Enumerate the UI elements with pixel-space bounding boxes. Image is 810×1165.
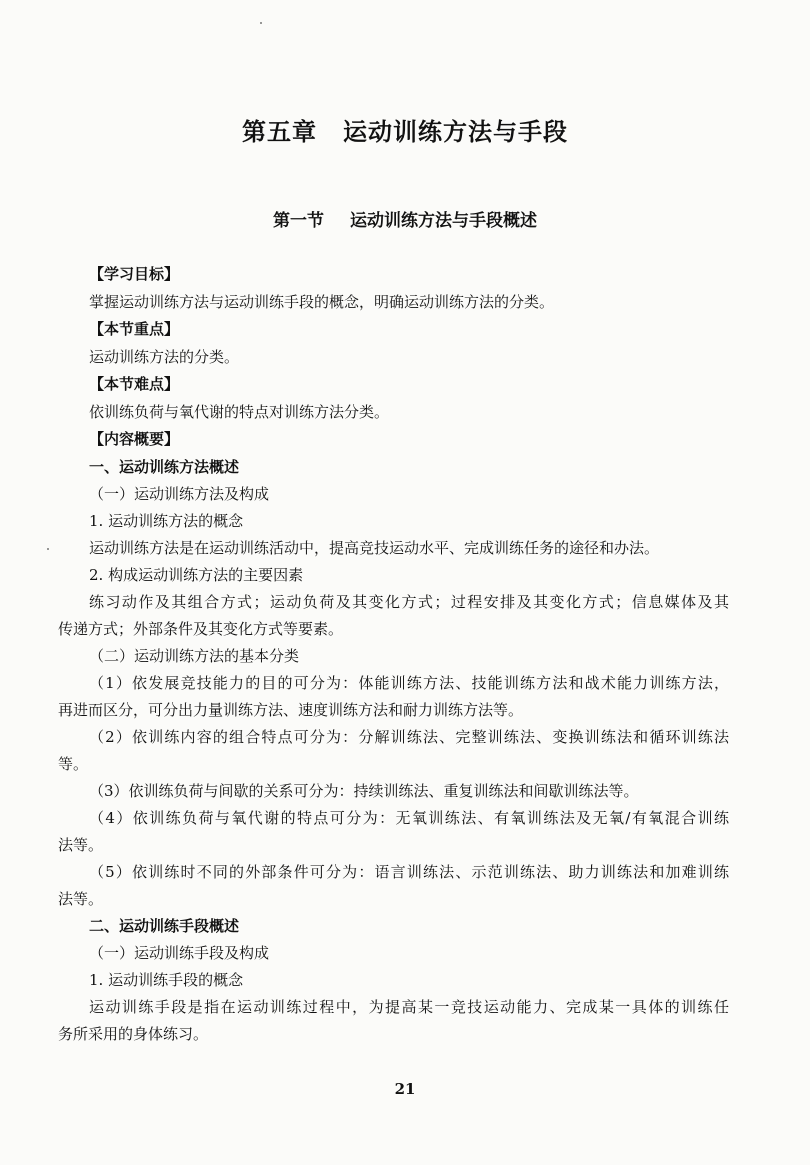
- paragraph-line: （3）依训练负荷与间歇的关系可分为：持续训练法、重复训练法和间歇训练法等。: [89, 782, 639, 800]
- scan-speck: [47, 548, 49, 550]
- paragraph-line: 法等。: [58, 836, 104, 854]
- subheading: 1. 运动训练手段的概念: [89, 971, 244, 989]
- paragraph-line: 运动训练方法的分类。: [89, 348, 240, 366]
- subheading: 1. 运动训练方法的概念: [89, 512, 244, 530]
- chapter-label: 第五章: [242, 118, 317, 146]
- paragraph-line: 再进而区分，可分出力量训练方法、速度训练方法和耐力训练方法等。: [58, 701, 524, 719]
- paragraph-line: 等。: [58, 755, 89, 773]
- paragraph-line: 运动训练手段是指在运动训练过程中，为提高某一竞技运动能力、完成某一具体的训练任: [89, 998, 729, 1016]
- paragraph-line: 练习动作及其组合方式；运动负荷及其变化方式；过程安排及其变化方式；信息媒体及其: [89, 593, 729, 611]
- subheading: （二）运动训练方法的基本分类: [89, 647, 300, 665]
- subheading: 二、运动训练手段概述: [89, 917, 240, 935]
- subheading: （一）运动训练手段及构成: [89, 944, 270, 962]
- heading-key-points: 【本节重点】: [89, 320, 180, 338]
- heading-summary: 【内容概要】: [89, 430, 180, 448]
- subheading: （一）运动训练方法及构成: [89, 485, 270, 503]
- subheading: 2. 构成运动训练方法的主要因素: [89, 566, 304, 584]
- paragraph-line: 依训练负荷与氧代谢的特点对训练方法分类。: [89, 403, 390, 421]
- paragraph-line: （4）依训练负荷与氧代谢的特点可分为：无氧训练法、有氧训练法及无氧/有氧混合训练: [89, 809, 729, 827]
- paragraph-line: 运动训练方法是在运动训练活动中，提高竞技运动水平、完成训练任务的途径和办法。: [89, 539, 660, 557]
- section-name: 运动训练方法与手段概述: [350, 211, 537, 231]
- paragraph-line: 传递方式；外部条件及其变化方式等要素。: [58, 620, 344, 638]
- section-title: [0, 206, 810, 231]
- section-label: 第一节: [273, 211, 324, 231]
- paragraph-line: （2）依训练内容的组合特点可分为：分解训练法、完整训练法、变换训练法和循环训练法: [89, 728, 729, 746]
- paragraph-line: （5）依训练时不同的外部条件可分为：语言训练法、示范训练法、助力训练法和加难训练: [89, 863, 729, 881]
- paragraph-line: 务所采用的身体练习。: [58, 1025, 209, 1043]
- paragraph-line: 掌握运动训练方法与运动训练手段的概念，明确运动训练方法的分类。: [89, 293, 555, 311]
- page-number: 21: [394, 1080, 416, 1098]
- scan-speck: [260, 22, 262, 24]
- subheading: 一、运动训练方法概述: [89, 458, 240, 476]
- heading-difficulties: 【本节难点】: [89, 375, 180, 393]
- chapter-title: [0, 112, 810, 147]
- paragraph-line: （1）依发展竞技能力的目的可分为：体能训练方法、技能训练方法和战术能力训练方法，: [89, 674, 729, 692]
- paragraph-line: 法等。: [58, 890, 104, 908]
- chapter-name: 运动训练方法与手段: [343, 118, 568, 146]
- heading-learning-goals: 【学习目标】: [89, 265, 180, 283]
